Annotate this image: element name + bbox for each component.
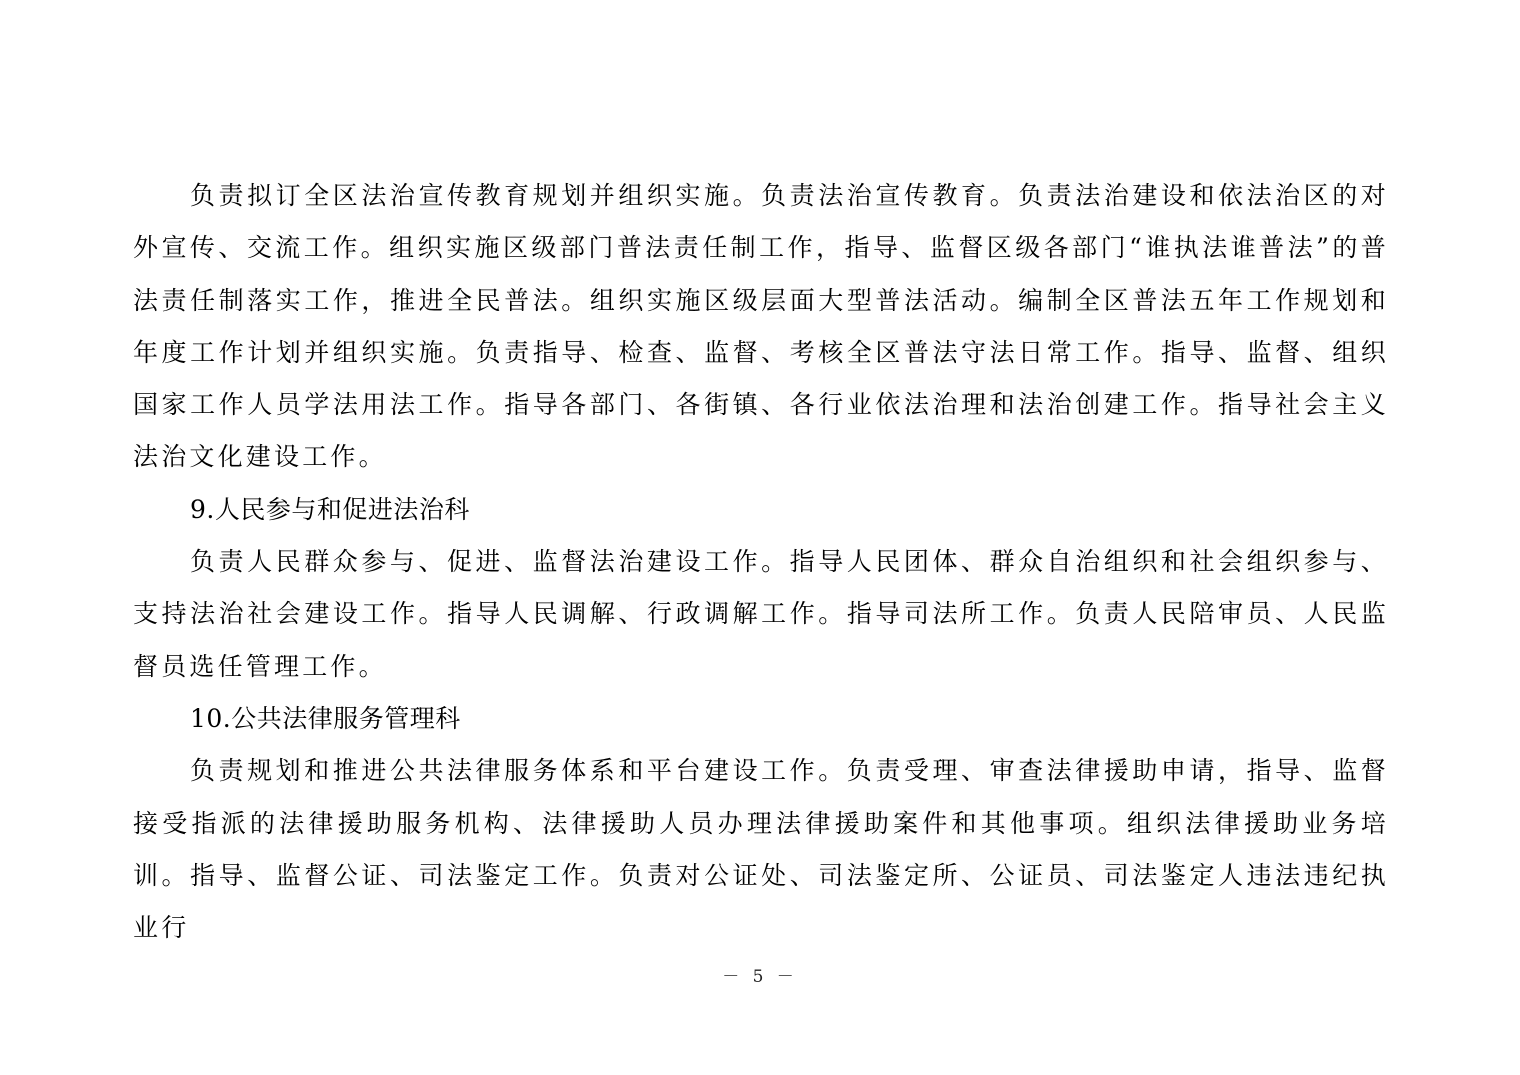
paragraph-publicity-education: 负责拟订全区法治宣传教育规划并组织实施。负责法治宣传教育。负责法治建设和依法治区的对外宣传、交流工作。组织实施区级部门普法责任制工作，指导、监督区级各部门“谁执法谁普法”的普法责任制落实工作，推进全民普法。组织实施区级层面大型普法活动。编制全区普法五年工作规划和年度工作计划并组织实施。负责指导、检查、监督、考核全区普法守法日常工作。指导、监督、组织国家工作人员学法用法工作。指导各部门、各街镇、各行业依法治理和法治创建工作。指导社会主义法治文化建设工作。 [133,181,1389,472]
section-heading-people-participation: 9.人民参与和促进法治科 [190,494,470,524]
paragraph-public-legal-services: 负责规划和推进公共法律服务体系和平台建设工作。负责受理、审查法律援助申请，指导、监督接受指派的法律援助服务机构、法律援助人员办理法律援助案件和其他事项。组织法律援助业务培训。指导、监督公证、司法鉴定工作。负责对公证处、司法鉴定所、公证员、司法鉴定人违法违纪执业行 [133,756,1389,943]
paragraph-people-participation: 负责人民群众参与、促进、监督法治建设工作。指导人民团体、群众自治组织和社会组织参与、支持法治社会建设工作。指导人民调解、行政调解工作。指导司法所工作。负责人民陪审员、人民监督员选任管理工作。 [133,547,1389,681]
page-number: － 5 － [722,967,798,987]
section-heading-public-legal-services: 10.公共法律服务管理科 [190,703,461,733]
document-body [133,170,1389,954]
